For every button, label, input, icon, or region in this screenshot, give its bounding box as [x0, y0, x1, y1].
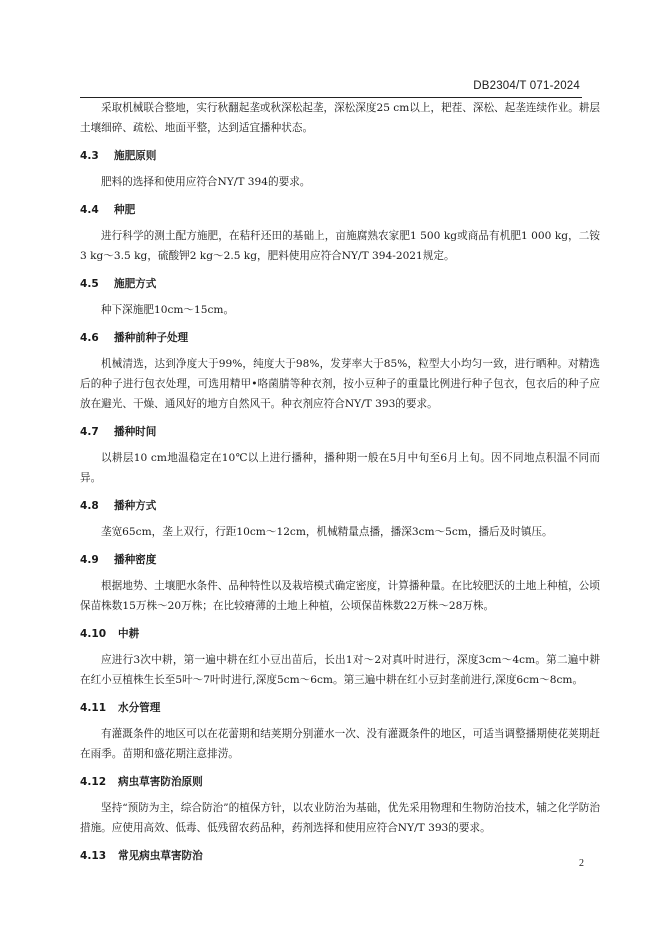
- section-4-11-text: 有灌溉条件的地区可以在花蕾期和结荚期分别灌水一次、没有灌溉条件的地区，可适当调整播期使花荚期赶在雨季。苗期和盛花期注意排涝。: [80, 728, 600, 760]
- section-4-9-heading: [80, 550, 600, 570]
- section-4-4-text: 进行科学的测土配方施肥，在秸秆还田的基础上，亩施腐熟农家肥1 500 kg或商品有机肥1 000 kg，二铵3 kg～3.5 kg，硫酸钾2 kg～2.5 kg，肥料使用应符合NY/T 394-2021规定。: [80, 230, 600, 262]
- section-title: 播种方式: [114, 500, 157, 512]
- section-4-6-text: 机械清选，达到净度大于99%，纯度大于98%，发芽率大于85%，粒型大小均匀一致，进行晒种。对精选后的种子进行包衣处理，可选用精甲•咯菌腈等种衣剂，按小豆种子的重量比例进行种子包衣，包衣后的种子应放在避光、干燥、通风好的地方自然风干。种衣剂应符合NY/T 393的要求。: [80, 358, 600, 410]
- section-4-5-heading: [80, 274, 600, 294]
- section-number: 4.10: [80, 628, 107, 640]
- section-number: 4.6: [80, 332, 99, 344]
- section-title: 中耕: [118, 628, 140, 640]
- section-4-13-heading: [80, 846, 600, 866]
- page-number: 2: [579, 858, 584, 869]
- document-code: DB2304/T 071-2024: [473, 80, 580, 92]
- section-4-12-heading: [80, 772, 600, 792]
- section-number: 4.7: [80, 426, 99, 438]
- section-number: 4.13: [80, 850, 107, 862]
- section-4-12-text: 坚持“预防为主，综合防治”的植保方针，以农业防治为基础，优先采用物理和生物防治技术，辅之化学防治措施。应使用高效、低毒、低残留农药品种，药剂选择和使用应符合NY/T 393的要求。: [80, 802, 600, 834]
- section-title: 种肥: [114, 204, 136, 216]
- document-body: [80, 98, 600, 866]
- section-title: 病虫草害防治原则: [118, 776, 203, 788]
- section-4-11-heading: [80, 698, 600, 718]
- intro-paragraph: 采取机械联合整地，实行秋翻起垄或秋深松起垄，深松深度25 cm以上，耙茬、深松、起垄连续作业。耕层土壤细碎、疏松、地面平整，达到适宜播种状态。: [80, 102, 600, 134]
- section-title: 常见病虫草害防治: [118, 850, 203, 862]
- section-4-7-text: 以耕层10 cm地温稳定在10℃以上进行播种，播种期一般在5月中旬至6月上旬。因不同地点积温不同而异。: [80, 452, 600, 484]
- section-4-10-text: 应进行3次中耕，第一遍中耕在红小豆出苗后，长出1对～2对真叶时进行，深度3cm～4cm。第二遍中耕在红小豆植株生长至5叶～7叶时进行,深度5cm～6cm。第三遍中耕在红小豆封垄前进行,深度6cm～8cm。: [80, 654, 600, 686]
- section-number: 4.12: [80, 776, 107, 788]
- section-4-4-heading: [80, 200, 600, 220]
- section-4-3-text: 肥料的选择和使用应符合NY/T 394的要求。: [101, 176, 311, 188]
- section-number: 4.4: [80, 204, 99, 216]
- section-number: 4.5: [80, 278, 99, 290]
- section-number: 4.3: [80, 150, 99, 162]
- section-title: 施肥方式: [114, 278, 157, 290]
- section-4-8-text: 垄宽65cm，垄上双行，行距10cm～12cm，机械精量点播，播深3cm～5cm，播后及时镇压。: [101, 526, 553, 538]
- section-title: 水分管理: [118, 702, 161, 714]
- section-number: 4.8: [80, 500, 99, 512]
- section-number: 4.11: [80, 702, 107, 714]
- section-title: 播种时间: [114, 426, 157, 438]
- section-4-6-heading: [80, 328, 600, 348]
- section-title: 播种前种子处理: [114, 332, 189, 344]
- section-title: 播种密度: [114, 554, 157, 566]
- section-4-3-heading: [80, 146, 600, 166]
- section-4-5-text: 种下深施肥10cm～15cm。: [101, 304, 235, 316]
- section-4-10-heading: [80, 624, 600, 644]
- section-number: 4.9: [80, 554, 99, 566]
- section-title: 施肥原则: [114, 150, 157, 162]
- section-4-9-text: 根据地势、土壤肥水条件、品种特性以及栽培模式确定密度，计算播种量。在比较肥沃的土地上种植，公顷保苗株数15万株～20万株；在比较瘠薄的土地上种植，公顷保苗株数22万株～28万株。: [80, 580, 600, 612]
- section-4-7-heading: [80, 422, 600, 442]
- section-4-8-heading: [80, 496, 600, 516]
